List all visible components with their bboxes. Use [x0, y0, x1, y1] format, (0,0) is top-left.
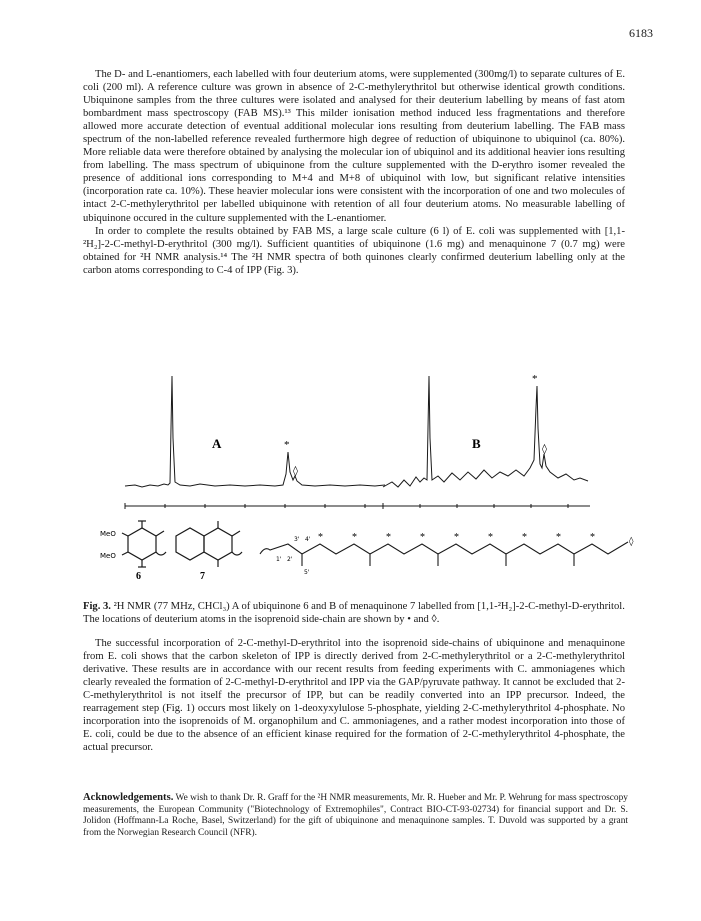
isoprenoid-side-chain: [260, 542, 628, 566]
panel-a-diamond: ◊: [293, 466, 298, 477]
meo-label-upper: MeO: [100, 530, 116, 538]
spectrum-a: [125, 376, 385, 506]
deuterium-star-marks: [318, 532, 595, 543]
chain-label-2: 2': [287, 556, 293, 563]
svg-text:*: *: [318, 532, 323, 543]
svg-text:*: *: [522, 532, 527, 543]
caption-label: Fig. 3.: [83, 601, 111, 612]
chain-label-4: 4': [305, 536, 311, 543]
chain-label-5: 5': [304, 569, 310, 576]
panel-a-star: *: [284, 439, 290, 451]
acknowledgements-text: We wish to thank Dr. R. Graff for the ²H NMR measurements, Mr. R. Hueber and Mr. P. Wehrung for mass spectroscopy measurements, the European Community ("Biotechnology of Extremophiles", Contract BIO-CT-93-02734) for financial support and Dr. S. Jolidon (Hoffmann-La Roche, Basel, Switzerland) for the gift of ubiquinone and menaquinone samples. T. Duvold was supported by a grant from the Norwegian Research Council (NFR).: [83, 793, 628, 838]
panel-b-label: B: [472, 436, 481, 451]
paragraph-2: In order to complete the results obtained by FAB MS, a large scale culture (6 l) of E. coli was supplemented with [1,1-²H₂]-2-C-methyl-D-erythritol (300 mg/l). Sufficient quantities of ubiquinone (1.6 mg) and menaquinone 7 (0.7 mg) were obtained for ²H NMR analysis.¹⁴ The ²H NMR spectra of both quinones clearly confirmed deuterium labelling only at the carbon atoms corresponding to C-4 of IPP (Fig. 3).: [83, 225, 625, 276]
figure-3-graphic: [80, 368, 640, 603]
chain-label-3: 3': [294, 536, 300, 543]
paragraph-3: The successful incorporation of 2-C-methyl-D-erythritol into the isoprenoid side-chains of ubiquinone and menaquinone from E. coli shows that the carbon skeleton of IPP is directly derived from 2-C-methylerythritol or a 2-C-methylerythritol derivative. These results are in accordance with our recent results from feeding experiments with C. ammoniagenes which clearly revealed the formation of 2-C-methyl-D-erythritol and IPP via the GAP/pyruvate pathway. It cannot be excluded that 2-C-methylerythritol is not itself the precursor of IPP, but can be readily converted into an IPP precursor. Indeed, the rearragement step (Fig. 1) occurs most likely on 1-deoxyxylulose 5-phosphate, yielding 2-C-methylerythritol 4-phosphate. No incorporation into the isoprenoids of M. organophilum and C. ammoniagenes, and a rather modest incorporation into those of E. coli, could be due to the absence of an efficient kinase required for the formation of 2-C-methylerythritol 4-phosphate, the actual precursor.: [83, 638, 625, 754]
caption-text: ²H NMR (77 MHz, CHCl₃) A of ubiquinone 6 and B of menaquinone 7 labelled from [1,1-²H₂]-2-C-methyl-D-erythritol. The locations of deuterium atoms in the isoprenoid side-chain are shown by • and ◊.: [83, 601, 625, 625]
svg-text:*: *: [454, 532, 459, 543]
figure-3: [80, 368, 640, 603]
chain-end-diamond: ◊: [629, 537, 634, 547]
acknowledgements: [83, 792, 628, 839]
body-text-bottom: [83, 637, 625, 754]
paragraph-1: The D- and L-enantiomers, each labelled with four deuterium atoms, were supplemented (300mg/l) to separate cultures of E. coli (200 ml). A reference culture was grown in absence of 2-C-methylerythritol but otherwise identical growth conditions. Ubiquinone samples from the three cultures were isolated and analysed for their deuterium labelling by means of fast atom bombardment mass spectroscopy (FAB MS).¹³ This milder ionisation method induced less fragmentations and therefore allowed more accurate detection of eventual additional molecular ions resulting from deuterium labelling. The FAB mass spectrum of the non-labelled reference revealed furthermore high degree of reduction of ubiquinone to ubiquinol (ca. 80%). More reliable data were therefore obtained by analysing the molecular ion of ubiquinol and its additional heavier ions resulting from labelling. The mass spectrum of ubiquinone from the culture supplemented with the D-erythro isomer revealed the presence of additional ions corresponding to M+4 and M+8 of ubiquinol with low, but significant relative intensities (incorporation rate ca. 10%). These heavier molecular ions were consistent with the incorporation of one and two molecules of intact 2-C-methylerythritol per labelled ubiquinone with retention of all four deuterium atoms. No measurable labelling of ubiquinone occured in the culture supplemented with the L-enantiomer.: [83, 69, 625, 224]
page-number: 6183: [629, 26, 653, 40]
panel-b-diamond: ◊: [542, 444, 547, 455]
svg-text:*: *: [352, 532, 357, 543]
svg-text:*: *: [420, 532, 425, 543]
svg-text:*: *: [488, 532, 493, 543]
meo-label-lower: MeO: [100, 552, 116, 560]
panel-a-label: A: [212, 436, 222, 451]
spectrum-a-trace: [125, 376, 385, 487]
chain-label-1: 1': [276, 556, 282, 563]
spectrum-b: [383, 376, 590, 506]
structure-menaquinone-7: [176, 521, 242, 567]
spectrum-b-trace: [383, 376, 588, 487]
compound-7-label: 7: [200, 571, 205, 582]
svg-text:*: *: [386, 532, 391, 543]
figure-caption: [83, 600, 628, 626]
svg-text:*: *: [590, 532, 595, 543]
acknowledgements-heading: Acknowledgements.: [83, 792, 174, 803]
structure-ubiquinone-6: [122, 521, 166, 567]
panel-b-star: *: [532, 373, 538, 385]
svg-text:*: *: [556, 532, 561, 543]
body-text-top: [83, 68, 625, 277]
compound-6-label: 6: [136, 571, 141, 582]
